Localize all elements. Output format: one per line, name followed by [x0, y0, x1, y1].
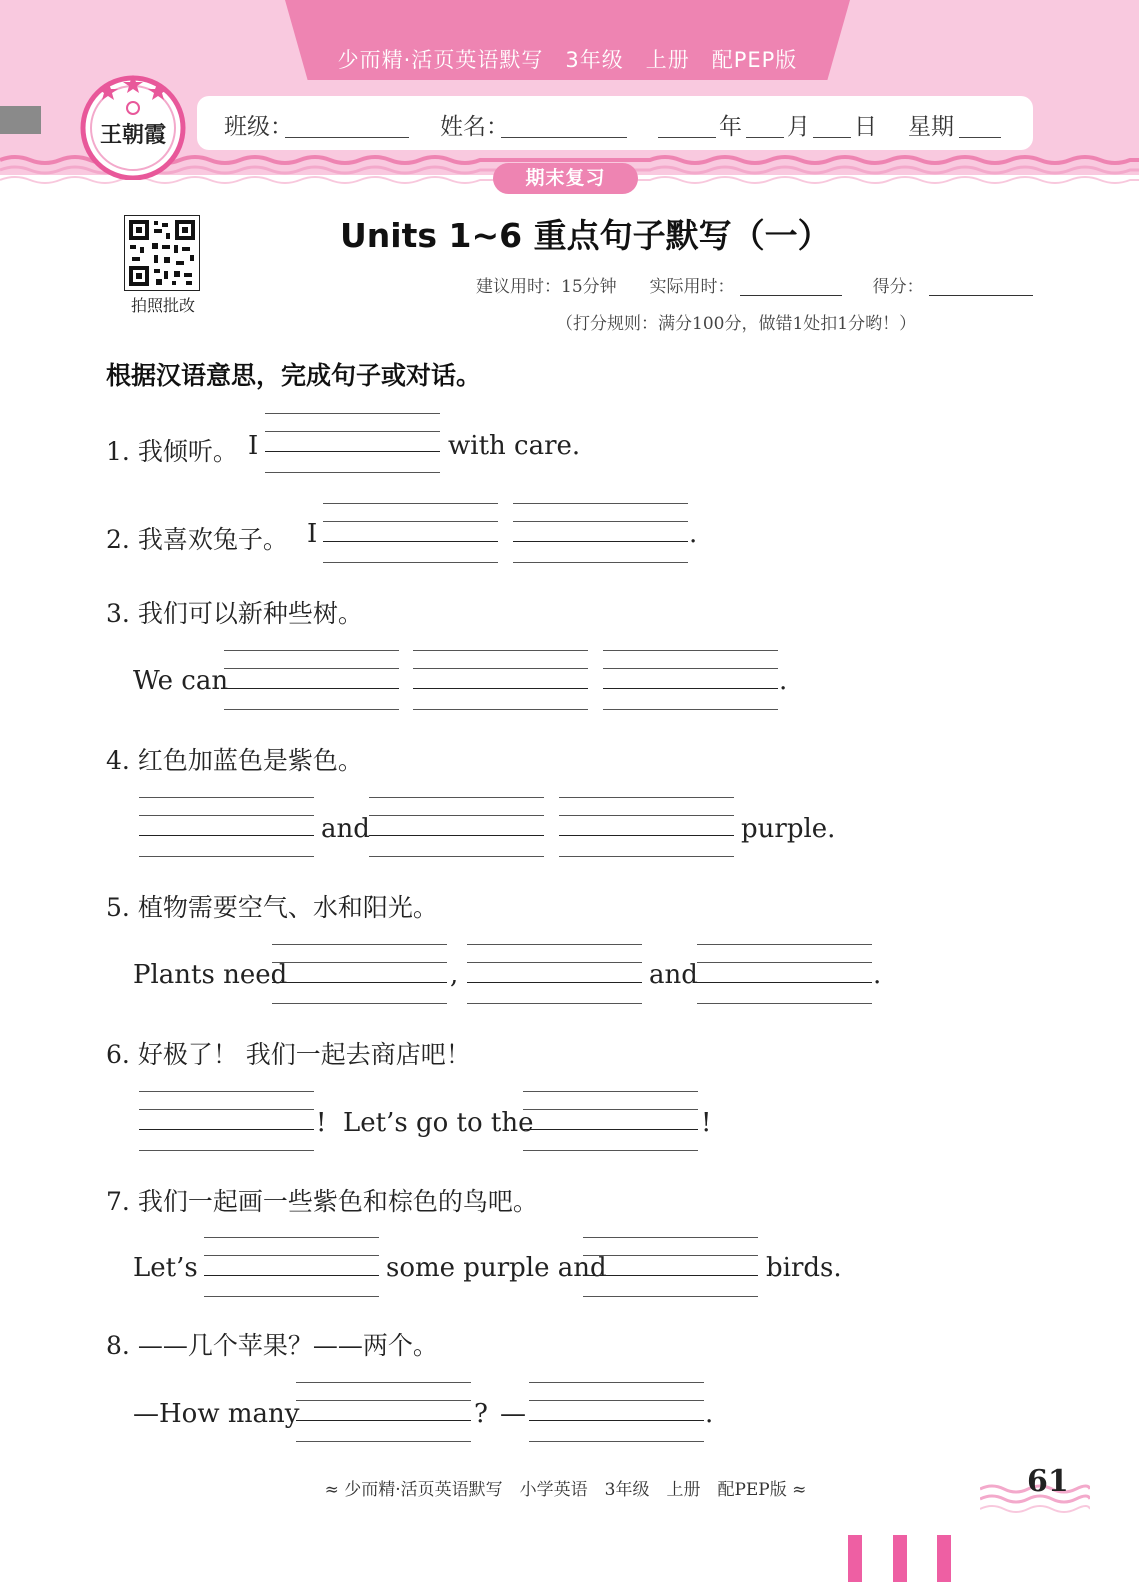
q7-text: Let’s: [133, 1253, 198, 1283]
instruction: 根据汉语意思，完成句子或对话。: [106, 361, 482, 390]
q1-text: I: [248, 431, 259, 461]
q5-text: .: [873, 960, 882, 990]
year-label: 年: [719, 114, 742, 140]
page-title: Units 1~6 重点句子默写（一）: [340, 216, 831, 255]
name-label: 姓名：: [440, 114, 509, 140]
day-label: 日: [854, 114, 877, 140]
series-title: 少而精·活页英语默写 3年级 上册 配PEP版: [337, 48, 798, 72]
q5-blank[interactable]: [272, 944, 447, 1006]
q3-text: We can: [133, 666, 229, 696]
suggested-time: 建议用时：15分钟: [476, 277, 617, 297]
q4-blank[interactable]: [559, 797, 734, 859]
score-label: 得分：: [872, 277, 924, 297]
q7-blank[interactable]: [583, 1237, 758, 1299]
q8-blank[interactable]: [529, 1382, 704, 1444]
day-field[interactable]: [813, 137, 851, 138]
scoring-rule-note: （打分规则：满分100分，做错1处扣1分哟！）: [556, 314, 917, 334]
month-label: 月: [787, 114, 810, 140]
decor-bar: [893, 1535, 907, 1582]
q6-blank[interactable]: [523, 1091, 698, 1153]
q7-text: some purple and: [386, 1253, 607, 1283]
page-number: 61: [1027, 1464, 1069, 1499]
q5-blank[interactable]: [697, 944, 872, 1006]
q2-prompt: 2. 我喜欢兔子。: [106, 525, 288, 554]
q3-blank[interactable]: [224, 650, 399, 712]
q8-prompt: 8. ——几个苹果？——两个。: [106, 1331, 438, 1360]
actual-time-field[interactable]: [740, 295, 842, 296]
q6-blank[interactable]: [139, 1091, 314, 1153]
weekday-label: 星期: [908, 114, 954, 140]
student-info-box: [197, 96, 1033, 150]
q4-prompt: 4. 红色加蓝色是紫色。: [106, 746, 363, 775]
q2-blank[interactable]: [323, 503, 498, 565]
q5-text: Plants need: [133, 960, 288, 990]
month-field[interactable]: [746, 137, 784, 138]
q8-text: —How many: [133, 1399, 300, 1429]
score-field[interactable]: [929, 295, 1033, 296]
q8-blank[interactable]: [296, 1382, 471, 1444]
brand-logo: [78, 70, 188, 180]
q2-text: I: [307, 519, 318, 549]
time-score-row: [476, 272, 1033, 297]
review-badge: 期末复习: [493, 163, 638, 194]
q4-text: purple.: [741, 814, 836, 844]
decor-bar: [937, 1535, 951, 1582]
q8-text: ?: [474, 1399, 488, 1429]
q3-blank[interactable]: [413, 650, 588, 712]
name-field[interactable]: [501, 137, 627, 138]
actual-time-label: 实际用时：: [649, 277, 735, 297]
side-tab-marker: [0, 106, 41, 134]
logo-text: 王朝霞: [99, 122, 167, 148]
q5-text: ,: [450, 960, 459, 990]
q8-text: —: [500, 1399, 526, 1429]
q5-blank[interactable]: [467, 944, 642, 1006]
q2-text: .: [689, 519, 698, 549]
q3-blank[interactable]: [603, 650, 778, 712]
q6-text: !: [701, 1108, 712, 1138]
q4-text: and: [321, 814, 370, 844]
q7-text: birds.: [766, 1253, 842, 1283]
q3-prompt: 3. 我们可以新种些树。: [106, 599, 363, 628]
class-field[interactable]: [285, 137, 409, 138]
q1-blank[interactable]: [265, 413, 440, 475]
q3-text: .: [779, 666, 788, 696]
year-field[interactable]: [658, 137, 716, 138]
footer-text: ≈ 少而精·活页英语默写 小学英语 3年级 上册 配PEP版 ≈: [324, 1480, 807, 1500]
q1-prompt: 1. 我倾听。: [106, 437, 238, 466]
q4-blank[interactable]: [139, 797, 314, 859]
decor-bar: [848, 1535, 862, 1582]
q7-prompt: 7. 我们一起画一些紫色和棕色的鸟吧。: [106, 1187, 538, 1216]
q4-blank[interactable]: [369, 797, 544, 859]
qr-code-icon: [124, 215, 200, 291]
q7-blank[interactable]: [204, 1237, 379, 1299]
class-label: 班级：: [224, 114, 293, 140]
qr-label: 拍照批改: [130, 296, 195, 315]
q2-blank[interactable]: [513, 503, 688, 565]
q6-text: Let’s go to the: [343, 1108, 534, 1138]
weekday-field[interactable]: [959, 137, 1001, 138]
q5-prompt: 5. 植物需要空气、水和阳光。: [106, 893, 438, 922]
q6-text: !: [316, 1108, 327, 1138]
q5-text: and: [649, 960, 698, 990]
q8-text: .: [705, 1399, 714, 1429]
q6-prompt: 6. 好极了！ 我们一起去商店吧！: [106, 1040, 471, 1069]
q1-text: with care.: [448, 431, 581, 461]
